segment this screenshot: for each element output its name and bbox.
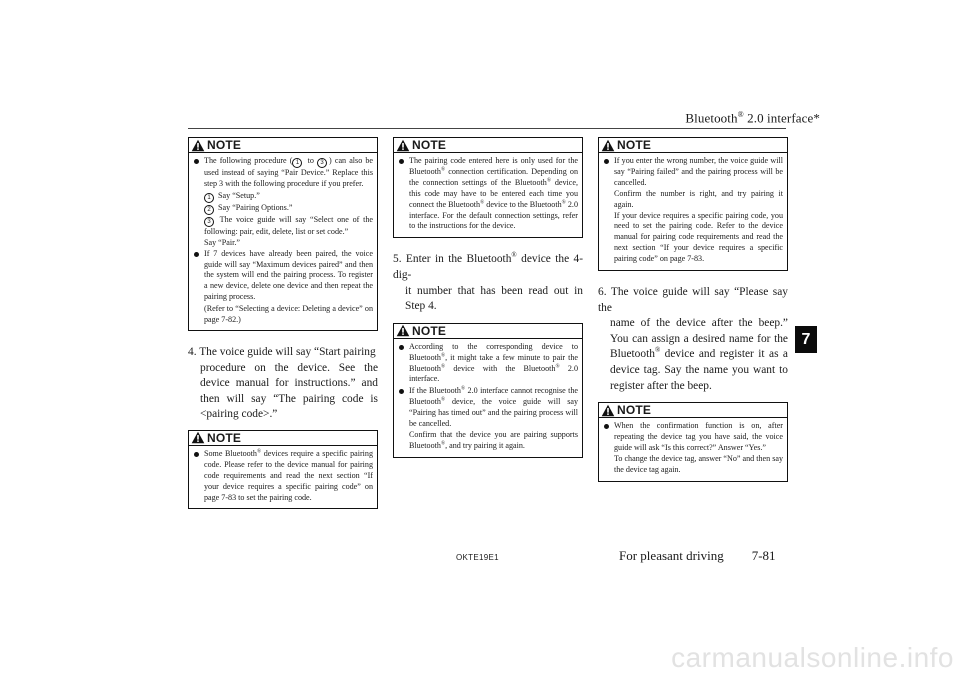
note-substep: 2 Say “Pairing Options.”	[193, 203, 373, 215]
section-name: For pleasant driving	[619, 548, 724, 563]
note-body	[394, 153, 582, 237]
note-header	[394, 138, 582, 153]
note-header	[599, 138, 787, 153]
note-box	[393, 137, 583, 238]
note-body	[189, 446, 377, 509]
header-rule	[188, 128, 786, 129]
note-substep: 3 The voice guide will say “Select one of the following: pair, edit, delete, list or set code.”	[204, 214, 373, 236]
note-title: NOTE	[617, 403, 652, 418]
bullet-icon	[399, 345, 404, 350]
bullet-icon	[604, 424, 609, 429]
note-bullet: The following procedure ( 1 to 3 ) can also be used instead of saying “Pair Device.” Replace this step 3 with the following procedure if you prefer.	[193, 156, 373, 190]
step-4: 4. The voice guide will say “Start pairing procedure on the device. See the device manual for instructions.” and then will say “The pairing code is <pairing code>.”	[188, 345, 378, 421]
note-title: NOTE	[617, 138, 652, 152]
note-substep: 1 Say “Setup.”	[193, 191, 373, 203]
circled-number-icon: 3	[204, 217, 214, 227]
column-3	[598, 137, 788, 482]
warning-icon	[601, 404, 615, 417]
page-number: 7-81	[751, 548, 776, 563]
column-1	[188, 137, 378, 509]
warning-icon	[601, 139, 615, 152]
note-title: NOTE	[207, 138, 242, 152]
step-5: 5. Enter in the Bluetooth® device the 4-dig- it number that has been read out in Step 4.	[393, 251, 583, 313]
note-title: NOTE	[412, 138, 447, 152]
running-header: Bluetooth® 2.0 interface*	[685, 110, 820, 126]
warning-icon	[191, 139, 205, 152]
note-substep: Say “Pair.”	[204, 237, 240, 247]
watermark-text: carmanualsonline.info	[671, 642, 954, 673]
note-bullet: If you enter the wrong number, the voice guide will say “Pairing failed” and the pairing process will be cancelled. Confirm the number is right, and try pairing it again. If your device requires a specific pairing code, you need to set the pairing code. Refer to the device manual for pairing code requirements and read the next section “If your device requires a specific pairing code” on page 7-83.	[603, 156, 783, 265]
note-box	[598, 402, 788, 482]
note-bullet: If 7 devices have already been paired, the voice guide will say “Maximum devices paired” and then the system will end the pairing process. To register a new device, delete one device and then repeat the pairing process.	[193, 249, 373, 304]
note-header	[599, 403, 787, 418]
note-bullet: If the Bluetooth® 2.0 interface cannot recognise the Bluetooth® device, the voice guide will say “Pairing has timed out” and the pairing process will be cancelled. Confirm that the device you are pairing supports Bluetooth®, and try pairing it again.	[398, 386, 578, 451]
circled-number-icon: 1	[292, 158, 302, 168]
bullet-icon	[399, 389, 404, 394]
circled-number-icon: 1	[204, 193, 214, 203]
note-body	[599, 153, 787, 270]
note-title: NOTE	[412, 323, 447, 338]
note-body	[599, 418, 787, 481]
note-box	[393, 323, 583, 458]
bullet-icon	[604, 159, 609, 164]
note-header	[189, 138, 377, 153]
note-body	[394, 339, 582, 457]
note-reference: (Refer to “Selecting a device: Deleting a device” on page 7-82.)	[204, 304, 373, 325]
note-bullet: Some Bluetooth® devices require a specific pairing code. Please refer to the device manual for pairing code requirements and read the next section “If your device requires a specific pairing code” on page 7-83 to set the pairing code.	[193, 449, 373, 504]
bullet-icon	[194, 252, 199, 257]
note-header	[189, 431, 377, 446]
note-box	[598, 137, 788, 271]
circled-number-icon: 2	[204, 205, 214, 215]
note-bullet: According to the corresponding device to Bluetooth®, it might take a few minute to pair the Bluetooth® device with the Bluetooth® 2.0 interface.	[398, 342, 578, 386]
note-title: NOTE	[207, 430, 242, 445]
column-2	[393, 137, 583, 458]
warning-icon	[396, 324, 410, 337]
note-bullet: When the confirmation function is on, after repeating the device tag you have said, the voice guide will ask “Is this correct?” Answer “Yes.” To change the device tag, answer “No” and then say the device tag again.	[603, 421, 783, 476]
warning-icon	[396, 139, 410, 152]
step-6: 6. The voice guide will say “Please say the name of the device after the beep.” You can assign a desired name for the Bluetooth® device and register it as a device tag. Say the name you want to register after the beep.	[598, 286, 788, 392]
document-code: OKTE19E1	[456, 553, 499, 562]
page-footer	[619, 548, 776, 564]
bullet-icon	[399, 159, 404, 164]
warning-icon	[191, 431, 205, 444]
note-box	[188, 430, 378, 510]
note-box	[188, 137, 378, 331]
chapter-tab: 7	[795, 326, 817, 353]
note-bullet: The pairing code entered here is only used for the Bluetooth® connection certification. Depending on the connection settings of the Bluetooth® device, this code may have to be entered each time you connect the Bluetooth® device to the Bluetooth® 2.0 interface. For the default connection settings, refer to the instructions for the device.	[398, 156, 578, 232]
note-header	[394, 324, 582, 339]
bullet-icon	[194, 452, 199, 457]
circled-number-icon: 3	[317, 158, 327, 168]
note-body	[189, 153, 377, 330]
bullet-icon	[194, 159, 199, 164]
